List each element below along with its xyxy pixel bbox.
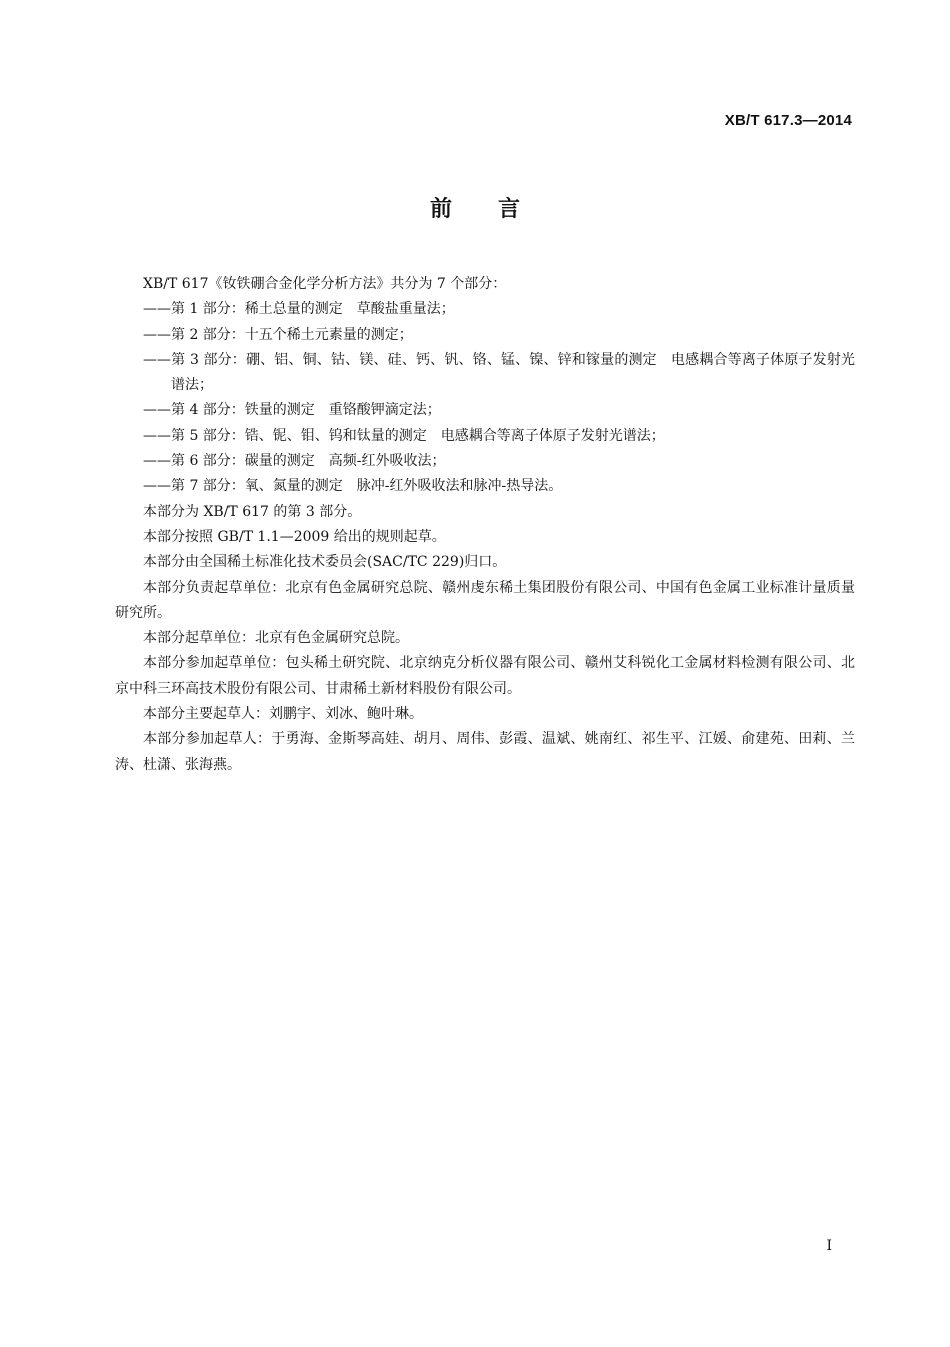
part-list-item: ——第 3 部分：硼、铝、铜、钴、镁、硅、钙、钒、铬、锰、镍、锌和镓量的测定 电感耦合等离子体原子发射光谱法； (143, 351, 855, 394)
responsible-units-paragraph: 本部分负责起草单位：北京有色金属研究总院、赣州虔东稀土集团股份有限公司、中国有色金属工业标准计量质量研究所。 (115, 579, 855, 621)
intro-paragraph: XB/T 617《钕铁硼合金化学分析方法》共分为 7 个部分： (143, 276, 507, 292)
drafting-rules-paragraph: 本部分按照 GB/T 1.1—2009 给出的规则起草。 (143, 528, 446, 545)
drafting-unit-paragraph: 本部分起草单位：北京有色金属研究总院。 (143, 630, 409, 647)
part-list-item: ——第 5 部分：锆、铌、钼、钨和钛量的测定 电感耦合等离子体原子发射光谱法； (143, 427, 665, 444)
main-drafters-paragraph: 本部分主要起草人：刘鹏宇、刘冰、鲍叶琳。 (143, 706, 423, 723)
participating-units-paragraph: 本部分参加起草单位：包头稀土研究院、北京纳克分析仪器有限公司、赣州艾科锐化工金属材料检测有限公司、北京中科三环高技术股份有限公司、甘肃稀土新材料股份有限公司。 (115, 655, 855, 697)
foreword-body (115, 272, 855, 778)
part-list-item: ——第 7 部分：氧、氮量的测定 脉冲-红外吸收法和脉冲-热导法。 (143, 478, 563, 495)
part-list-item: ——第 4 部分：铁量的测定 重铬酸钾滴定法； (143, 402, 441, 419)
part-list-item: ——第 2 部分：十五个稀土元素量的测定； (143, 326, 413, 343)
part-list-item: ——第 1 部分：稀土总量的测定 草酸盐重量法； (143, 301, 455, 318)
participating-drafters-paragraph: 本部分参加起草人：于勇海、金斯琴高娃、胡月、周伟、彭霞、温斌、姚南红、祁生平、江媛、俞建苑、田莉、兰涛、杜潇、张海燕。 (115, 731, 855, 773)
standard-code: XB/T 617.3—2014 (724, 112, 852, 129)
page-title: 前言 (429, 197, 566, 222)
centralized-by-paragraph: 本部分由全国稀土标准化技术委员会(SAC/TC 229)归口。 (143, 554, 507, 571)
part-of-paragraph: 本部分为 XB/T 617 的第 3 部分。 (143, 503, 362, 520)
page-number: I (826, 1238, 832, 1254)
part-list-item: ——第 6 部分：碳量的测定 高频-红外吸收法； (143, 453, 446, 470)
